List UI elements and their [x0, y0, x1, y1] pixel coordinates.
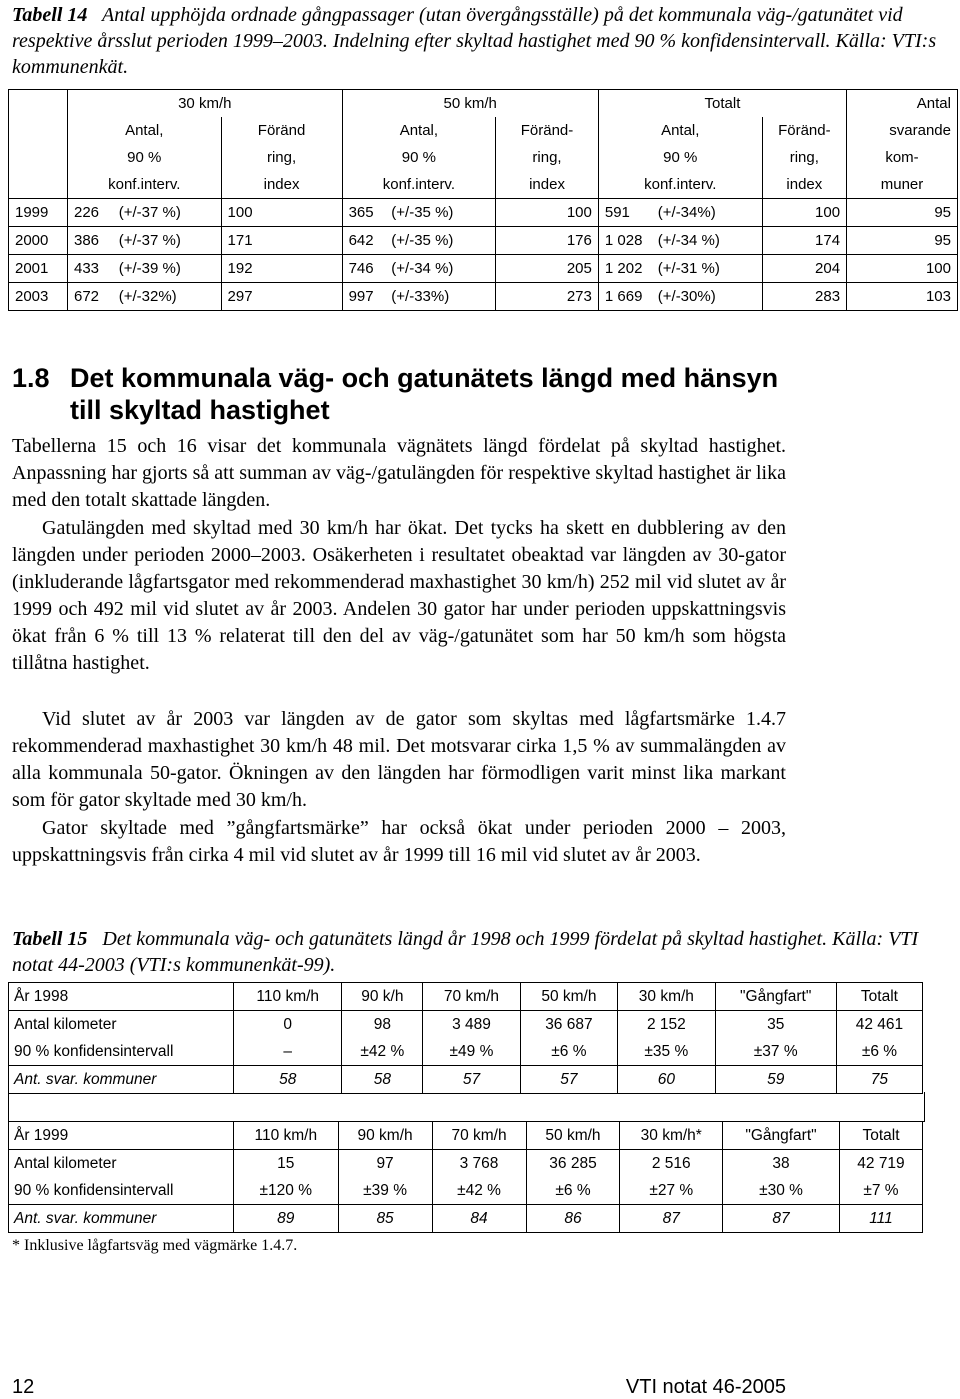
t14-cell: 1 669	[598, 283, 651, 311]
t14-subheader: Antal,	[67, 117, 221, 144]
t15-cell: 89	[234, 1205, 339, 1233]
t14-cell: 283	[762, 283, 846, 311]
t15-cell: 85	[338, 1205, 432, 1233]
t15-cell: 2 152	[618, 1011, 715, 1039]
table-spacer	[8, 1092, 925, 1122]
t15-cell: ±39 %	[338, 1177, 432, 1205]
t15-cell: 36 687	[520, 1011, 617, 1039]
t14-year: 2000	[9, 227, 68, 255]
t14-subheader: Föränd-	[496, 117, 599, 144]
t14-subheader: Antal,	[342, 117, 496, 144]
t15-cell: Antal kilometer	[9, 1011, 234, 1039]
t14-cell: 192	[221, 255, 342, 283]
t15-cell: 2 516	[620, 1150, 723, 1178]
t14-cell: 205	[496, 255, 599, 283]
table-row	[9, 227, 958, 255]
table-row	[9, 1150, 923, 1178]
t14-subheader: Föränd-	[762, 117, 846, 144]
t14-cell: 997	[342, 283, 385, 311]
t14-group-total: Totalt	[598, 90, 846, 118]
t14-cell: 365	[342, 199, 385, 227]
t15-cell: 30 km/h	[618, 983, 715, 1011]
table15-1998	[8, 982, 923, 1094]
t15-cell: 86	[526, 1205, 620, 1233]
t15-cell: Totalt	[839, 1122, 922, 1150]
t14-corner	[9, 90, 68, 118]
t14-group-50: 50 km/h	[342, 90, 598, 118]
t15-cell: 70 km/h	[432, 1122, 526, 1150]
t15-cell: ±6 %	[526, 1177, 620, 1205]
t15-cell: Ant. svar. kommuner	[9, 1205, 234, 1233]
t15-cell: "Gångfart"	[723, 1122, 840, 1150]
t14-cell: 273	[496, 283, 599, 311]
t15-cell: 60	[618, 1066, 715, 1094]
t14-subheader: svarande	[847, 117, 958, 144]
t15-cell: ±42 %	[342, 1038, 423, 1066]
t14-cell: (+/-30%)	[652, 283, 762, 311]
section-heading	[12, 362, 942, 426]
t14-cell: 433	[67, 255, 112, 283]
t14-group-30: 30 km/h	[67, 90, 342, 118]
t14-cell: 95	[847, 199, 958, 227]
t14-subheader: kom-	[847, 144, 958, 171]
document-id: VTI notat 46-2005	[625, 1376, 786, 1398]
t14-cell: 95	[847, 227, 958, 255]
t14-cell: 746	[342, 255, 385, 283]
t15-cell: 57	[520, 1066, 617, 1094]
t14-cell: 226	[67, 199, 112, 227]
t14-year: 2001	[9, 255, 68, 283]
t15-cell: 50 km/h	[520, 983, 617, 1011]
t15-cell: ±27 %	[620, 1177, 723, 1205]
t14-subheader: konf.interv.	[67, 171, 221, 199]
t15-cell: 3 768	[432, 1150, 526, 1178]
t15-cell: 90 % konfidensintervall	[9, 1177, 234, 1205]
t15-cell: 110 km/h	[234, 983, 342, 1011]
t15-cell: "Gångfart"	[715, 983, 836, 1011]
t14-subheader: Antal,	[598, 117, 762, 144]
table14-label: Tabell 14	[12, 4, 88, 26]
t14-subheader: 90 %	[342, 144, 496, 171]
t14-cell: 1 028	[598, 227, 651, 255]
t14-subheader: Föränd	[221, 117, 342, 144]
t14-cell: (+/-34 %)	[385, 255, 495, 283]
t15-cell: 0	[234, 1011, 342, 1039]
t14-antal-header: Antal	[847, 90, 958, 118]
t14-cell: (+/-37 %)	[113, 199, 221, 227]
t15-cell: 36 285	[526, 1150, 620, 1178]
table-row	[9, 255, 958, 283]
t15-cell: ±42 %	[432, 1177, 526, 1205]
t14-subheader: 90 %	[598, 144, 762, 171]
t15-cell: ±30 %	[723, 1177, 840, 1205]
t15-cell: 90 % konfidensintervall	[9, 1038, 234, 1066]
t15-cell: 70 km/h	[423, 983, 520, 1011]
table15-footnote: * Inklusive lågfartsväg med vägmärke 1.4.7.	[12, 1237, 298, 1254]
t14-cell: 100	[847, 255, 958, 283]
t14-subheader: index	[496, 171, 599, 199]
table15-caption-text: Det kommunala väg- och gatunätets längd år 1998 och 1999 fördelat på skyltad hastighet. Källa: VTI notat 44-2003 (VTI:s kommunenkät-99).	[12, 928, 919, 976]
table14	[8, 89, 958, 311]
table-row	[9, 1066, 923, 1094]
t15-cell: 58	[342, 1066, 423, 1094]
t14-subheader: index	[221, 171, 342, 199]
t15-cell: ±6 %	[520, 1038, 617, 1066]
table-row	[9, 199, 958, 227]
t14-subheader: index	[762, 171, 846, 199]
t14-cell: (+/-34%)	[652, 199, 762, 227]
t15-cell: ±7 %	[839, 1177, 922, 1205]
t14-cell: 672	[67, 283, 112, 311]
table15-1999	[8, 1122, 923, 1233]
table-row	[9, 1011, 923, 1039]
t14-cell: 386	[67, 227, 112, 255]
t15-cell: 84	[432, 1205, 526, 1233]
t14-cell: 591	[598, 199, 651, 227]
t14-cell: (+/-33%)	[385, 283, 495, 311]
t14-cell: (+/-37 %)	[113, 227, 221, 255]
t14-subheader: ring,	[762, 144, 846, 171]
t14-cell: (+/-34 %)	[652, 227, 762, 255]
t14-subheader: konf.interv.	[342, 171, 496, 199]
t15-cell: 57	[423, 1066, 520, 1094]
t15-cell: 42 719	[839, 1150, 922, 1178]
section-title-line1: Det kommunala väg- och gatunätets längd med hänsyn	[70, 363, 779, 393]
t14-cell: (+/-39 %)	[113, 255, 221, 283]
t15-cell: 38	[723, 1150, 840, 1178]
t14-subheader: konf.interv.	[598, 171, 762, 199]
t15-cell: 30 km/h*	[620, 1122, 723, 1150]
t15-cell: –	[234, 1038, 342, 1066]
table14-caption	[12, 2, 942, 80]
t14-cell: 100	[762, 199, 846, 227]
t14-subheader: muner	[847, 171, 958, 199]
t14-cell: 1 202	[598, 255, 651, 283]
t14-cell: 297	[221, 283, 342, 311]
t15-cell: 98	[342, 1011, 423, 1039]
t15-cell: ±120 %	[234, 1177, 339, 1205]
t15-cell: 90 k/h	[342, 983, 423, 1011]
t15-cell: 87	[723, 1205, 840, 1233]
t15-cell: År 1998	[9, 983, 234, 1011]
table15-label: Tabell 15	[12, 928, 88, 950]
t15-cell: 110 km/h	[234, 1122, 339, 1150]
t14-cell: 204	[762, 255, 846, 283]
table15-caption	[12, 926, 942, 978]
t15-cell: ±49 %	[423, 1038, 520, 1066]
t15-cell: Antal kilometer	[9, 1150, 234, 1178]
t14-subheader: 90 %	[67, 144, 221, 171]
table-row	[9, 283, 958, 311]
section-number: 1.8	[12, 363, 50, 393]
t14-cell: 103	[847, 283, 958, 311]
table-row	[9, 1038, 923, 1066]
t14-cell: (+/-35 %)	[385, 199, 495, 227]
t15-cell: ±35 %	[618, 1038, 715, 1066]
section-title-line2: till skyltad hastighet	[70, 395, 330, 425]
t15-cell: 75	[836, 1066, 922, 1094]
t15-cell: Totalt	[836, 983, 922, 1011]
t15-cell: 90 km/h	[338, 1122, 432, 1150]
t15-cell: 42 461	[836, 1011, 922, 1039]
t14-year: 1999	[9, 199, 68, 227]
t15-cell: År 1999	[9, 1122, 234, 1150]
t15-cell: ±37 %	[715, 1038, 836, 1066]
table-row	[9, 1205, 923, 1233]
t15-cell: 59	[715, 1066, 836, 1094]
table-row	[9, 1122, 923, 1150]
t14-cell: 100	[221, 199, 342, 227]
paragraph: Tabellerna 15 och 16 visar det kommunala vägnätets längd fördelat på skyltad hastighet. Anpassning har gjorts så att summan av väg-/gatulängden för respektive skyltad hastighet är lika med den totalt skattade längden.	[12, 435, 786, 511]
t15-cell: 3 489	[423, 1011, 520, 1039]
t15-cell: Ant. svar. kommuner	[9, 1066, 234, 1094]
t15-cell: ±6 %	[836, 1038, 922, 1066]
paragraph: Gator skyltade med ”gångfartsmärke” har också ökat under perioden 2000 – 2003, uppskattningsvis från cirka 4 mil vid slutet av år 1999 till 16 mil vid slutet av år 2003.	[12, 817, 786, 866]
table-row	[9, 983, 923, 1011]
t15-cell: 97	[338, 1150, 432, 1178]
t14-cell: 100	[496, 199, 599, 227]
t14-subheader: ring,	[496, 144, 599, 171]
t14-cell: (+/-32%)	[113, 283, 221, 311]
table-row	[9, 1177, 923, 1205]
t15-cell: 50 km/h	[526, 1122, 620, 1150]
t14-cell: (+/-35 %)	[385, 227, 495, 255]
paragraph: Vid slutet av år 2003 var längden av de gator som skyltas med lågfartsmärke 1.4.7 rekommenderad maxhastighet 30 km/h 48 mil. Det motsvarar cirka 1,5 % av summalängden av alla kommunala 50-gator. Ökningen av den längden har förmodligen varit minst lika markant som för gator skyltade med 30 km/h.	[12, 708, 786, 811]
t14-cell: 642	[342, 227, 385, 255]
t14-cell: 176	[496, 227, 599, 255]
t14-cell: 171	[221, 227, 342, 255]
paragraph: Gatulängden med skyltad med 30 km/h har ökat. Det tycks ha skett en dubblering av den längden under perioden 2000–2003. Osäkerheten i resultatet obeaktad var längden av 30-gator (inkluderande lågfartsgator med rekommenderad maxhastighet 30 km/h) 252 mil vid slutet av år 1999 och 492 mil vid slutet av år 2003. Andelen 30 gator har under perioden uppskattningsvis ökat från 6 % till 13 % relaterat till den del av väg-/gatunätet som har 50 km/h som högsta tillåtna hastighet.	[12, 517, 786, 674]
t15-cell: 111	[839, 1205, 922, 1233]
t14-cell: 174	[762, 227, 846, 255]
table14-caption-text: Antal upphöjda ordnade gångpassager (utan övergångsställe) på det kommunala väg-/gatunätet vid respektive årsslut perioden 1999–2003. Indelning efter skyltad hastighet med 90 % konfidensintervall. Källa: VTI:s kommunenkät.	[12, 4, 937, 78]
t15-cell: 87	[620, 1205, 723, 1233]
page-number: 12	[12, 1376, 35, 1398]
t15-cell: 15	[234, 1150, 339, 1178]
t15-cell: 35	[715, 1011, 836, 1039]
t14-subheader: ring,	[221, 144, 342, 171]
t14-year: 2003	[9, 283, 68, 311]
t15-cell: 58	[234, 1066, 342, 1094]
t14-cell: (+/-31 %)	[652, 255, 762, 283]
